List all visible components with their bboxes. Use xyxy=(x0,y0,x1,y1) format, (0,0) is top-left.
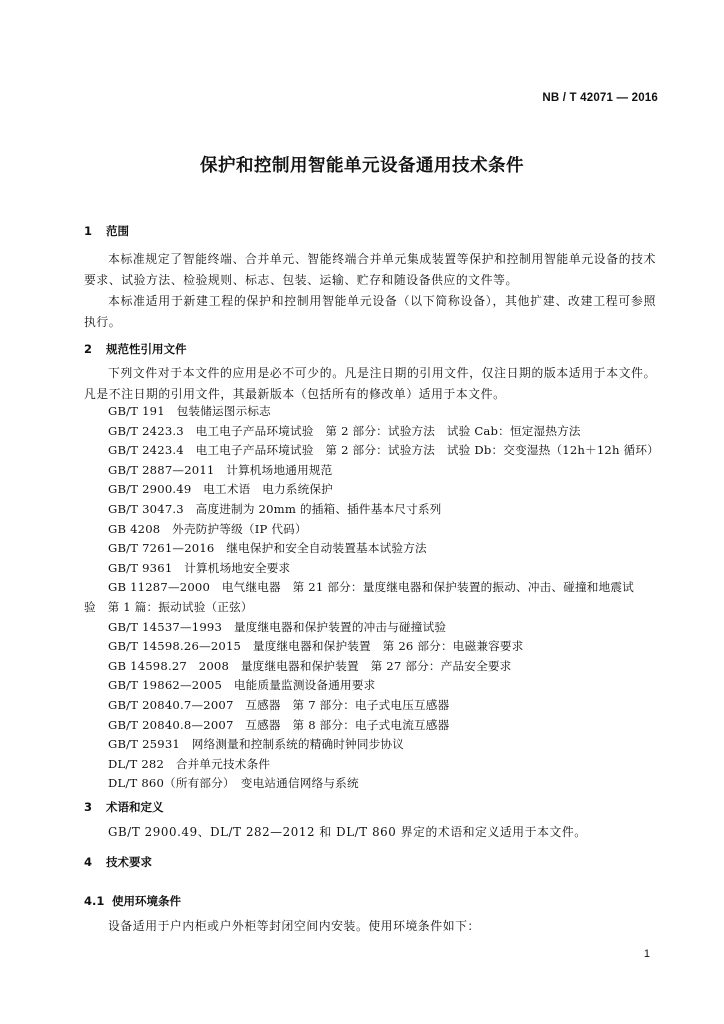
reference-item: GB/T 20840.7—2007 互感器 第 7 部分：电子式电压互感器 xyxy=(108,697,450,712)
section-4-1-heading xyxy=(84,893,181,909)
reference-item: GB/T 20840.8—2007 互感器 第 8 部分：电子式电流互感器 xyxy=(108,717,450,732)
reference-item: GB 14598.27 2008 量度继电器和保护装置 第 27 部分：产品安全要求 xyxy=(108,658,512,673)
section-4-1-paragraph: 设备适用于户内柜或户外柜等封闭空间内安装。使用环境条件如下： xyxy=(108,919,480,933)
reference-item: GB/T 2423.4 电工电子产品环境试验 第 2 部分：试验方法 试验 Db：交变湿热（12h＋12h 循环） xyxy=(108,443,659,458)
reference-item: GB/T 9361 计算机场地安全要求 xyxy=(108,560,291,575)
reference-item: DL/T 860（所有部分） 变电站通信网络与系统 xyxy=(108,776,359,791)
reference-item: GB/T 7261—2016 继电保护和安全自动装置基本试验方法 xyxy=(108,541,427,556)
section-2-intro: 下列文件对于本文件的应用是必不可少的。凡是注日期的引用文件，仅注日期的版本适用于本文件。凡是不注日期的引用文件，其最新版本（包括所有的修改单）适用于本文件。 xyxy=(84,366,656,401)
reference-item: GB/T 19862—2005 电能质量监测设备通用要求 xyxy=(108,678,376,693)
section-number: 4 xyxy=(84,855,93,869)
section-number: 2 xyxy=(84,342,93,356)
reference-item: GB/T 191 包装储运图示标志 xyxy=(108,404,271,418)
section-title: 规范性引用文件 xyxy=(106,342,187,356)
section-title: 范围 xyxy=(106,224,129,238)
section-title: 术语和定义 xyxy=(106,800,164,814)
section-number: 1 xyxy=(84,224,93,238)
document-title: 保护和控制用智能单元设备通用技术条件 xyxy=(200,156,524,176)
reference-item: GB/T 2900.49 电工术语 电力系统保护 xyxy=(108,482,333,497)
section-number: 4.1 xyxy=(84,894,105,908)
section-2-heading xyxy=(84,341,187,357)
section-3-paragraph: GB/T 2900.49、DL/T 282—2012 和 DL/T 860 界定的术语和定义适用于本文件。 xyxy=(108,825,587,839)
reference-item: GB/T 14537—1993 量度继电器和保护装置的冲击与碰撞试验 xyxy=(108,619,447,634)
section-1-paragraph-1: 本标准规定了智能终端、合并单元、智能终端合并单元集成装置等保护和控制用智能单元设备的技术要求、试验方法、检验规则、标志、包装、运输、贮存和随设备供应的文件等。 xyxy=(84,252,656,287)
reference-item: GB/T 14598.26—2015 量度继电器和保护装置 第 26 部分：电磁兼容要求 xyxy=(108,639,524,654)
reference-item: DL/T 282 合并单元技术条件 xyxy=(108,756,271,771)
section-number: 3 xyxy=(84,800,93,814)
reference-list xyxy=(84,402,664,794)
page-number: 1 xyxy=(643,948,650,960)
reference-item: GB/T 3047.3 高度进制为 20mm 的插箱、插件基本尺寸系列 xyxy=(108,501,442,516)
section-1-heading xyxy=(84,223,129,239)
reference-item: GB/T 2887—2011 计算机场地通用规范 xyxy=(108,462,333,477)
reference-item: GB/T 2423.3 电工电子产品环境试验 第 2 部分：试验方法 试验 Cab：恒定湿热方法 xyxy=(108,423,581,438)
reference-item: GB 11287—2000 电气继电器 第 21 部分：量度继电器和保护装置的振动、冲击、碰撞和地震试验 第 1 篇：振动试验（正弦） xyxy=(84,580,634,614)
reference-item: GB/T 25931 网络测量和控制系统的精确时钟同步协议 xyxy=(108,737,405,752)
reference-item: GB 4208 外壳防护等级（IP 代码） xyxy=(108,521,307,536)
section-1-paragraph-2: 本标准适用于新建工程的保护和控制用智能单元设备（以下简称设备），其他扩建、改建工程可参照执行。 xyxy=(84,294,656,329)
section-3-heading xyxy=(84,799,164,815)
standard-code: NB / T 42071 — 2016 xyxy=(542,92,658,104)
section-title: 技术要求 xyxy=(106,855,152,869)
section-title: 使用环境条件 xyxy=(112,894,181,908)
section-4-heading xyxy=(84,854,152,870)
